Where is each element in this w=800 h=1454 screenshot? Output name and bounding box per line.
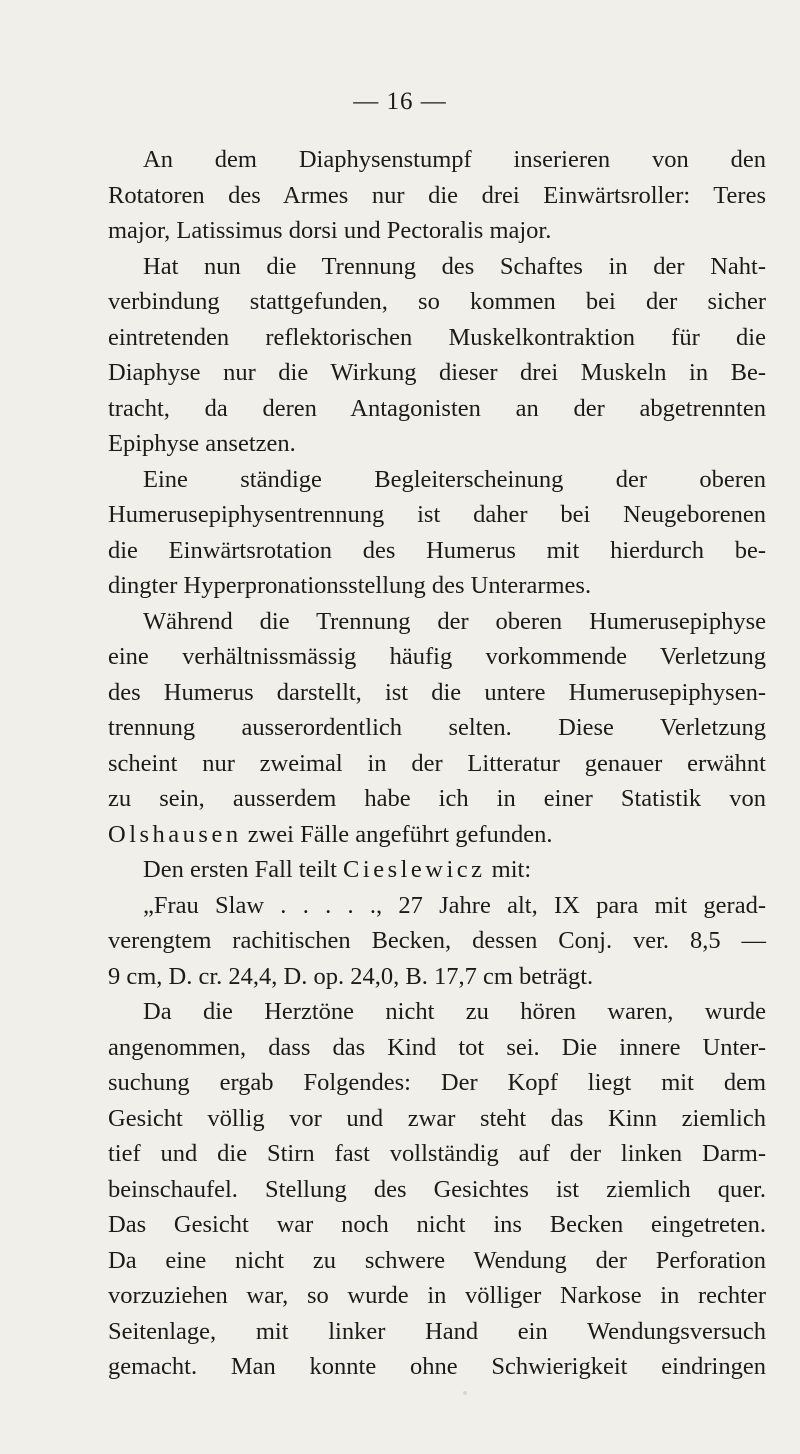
spaced-name: Olshausen: [108, 820, 242, 848]
text-line: verbindung stattgefunden, so kommen bei der sicher: [108, 288, 766, 315]
text-line: trennung ausserordentlich selten. Diese Verletzung: [108, 714, 766, 741]
text-line: eine verhältnissmässig häufig vorkommende Verletzung: [108, 643, 766, 670]
text-line: verengtem rachitischen Becken, dessen Conj. ver. 8,5 —: [108, 927, 766, 954]
text-line: zu sein, ausserdem habe ich in einer Statistik von: [108, 785, 766, 812]
text-line: Diaphyse nur die Wirkung dieser drei Muskeln in Be-: [108, 359, 766, 386]
text-line: die Einwärtsrotation des Humerus mit hierdurch be-: [108, 536, 766, 564]
text-line-cieslewicz: Den ersten Fall teilt Cieslewicz mit:: [143, 856, 532, 883]
text-line: des Humerus darstellt, ist die untere Humerusepiphysen-: [108, 678, 766, 706]
spaced-name: Cieslewicz: [343, 856, 486, 883]
text-line: Während die Trennung der oberen Humerusepiphyse: [143, 607, 766, 635]
text-line: tief und die Stirn fast vollständig auf der linken Darm-: [108, 1140, 766, 1167]
text-line: An dem Diaphysenstumpf inserieren von den: [143, 146, 766, 173]
text-line: tracht, da deren Antagonisten an der abgetrennten: [108, 394, 766, 422]
text-line: Da eine nicht zu schwere Wendung der Perforation: [108, 1246, 766, 1274]
text-line: Da die Herztöne nicht zu hören waren, wurde: [143, 998, 766, 1025]
text-line: Rotatoren des Armes nur die drei Einwärtsroller: Teres: [108, 181, 766, 209]
text-line: Eine ständige Begleiterscheinung der oberen: [143, 465, 766, 493]
text-line: 9 cm, D. cr. 24,4, D. op. 24,0, B. 17,7 cm beträgt.: [108, 962, 594, 990]
text-line: major, Latissimus dorsi und Pectoralis major.: [108, 217, 552, 244]
text-line: Das Gesicht war noch nicht ins Becken eingetreten.: [108, 1211, 766, 1238]
text-line: Humerusepiphysentrennung ist daher bei Neugeborenen: [108, 501, 766, 528]
text-line: suchung ergab Folgendes: Der Kopf liegt mit dem: [108, 1069, 766, 1096]
text-line: Gesicht völlig vor und zwar steht das Kinn ziemlich: [108, 1104, 766, 1132]
text-line: Seitenlage, mit linker Hand ein Wendungsversuch: [108, 1317, 766, 1345]
text-line: dingter Hyperpronationsstellung des Unterarmes.: [108, 572, 592, 599]
paper-speck: [463, 1391, 467, 1395]
body-text: [108, 142, 766, 1385]
text-line: gemacht. Man konnte ohne Schwierigkeit eindringen: [108, 1353, 766, 1380]
text-line-olshausen: Olshausen zwei Fälle angeführt gefunden.: [108, 820, 553, 848]
text-line: scheint nur zweimal in der Litteratur genauer erwähnt: [108, 749, 766, 777]
text-line: vorzuziehen war, so wurde in völliger Narkose in rechter: [108, 1282, 766, 1309]
text-line: beinschaufel. Stellung des Gesichtes ist ziemlich quer.: [108, 1175, 766, 1203]
text-line: eintretenden reflektorischen Muskelkontraktion für die: [108, 323, 766, 351]
text-line: „Frau Slaw . . . . ., 27 Jahre alt, IX para mit gerad-: [143, 891, 766, 919]
text-line: angenommen, dass das Kind tot sei. Die innere Unter-: [108, 1033, 766, 1061]
text-line: Hat nun die Trennung des Schaftes in der Naht-: [143, 252, 766, 280]
page-number: — 16 —: [353, 88, 447, 115]
text-line: Epiphyse ansetzen.: [108, 430, 296, 457]
